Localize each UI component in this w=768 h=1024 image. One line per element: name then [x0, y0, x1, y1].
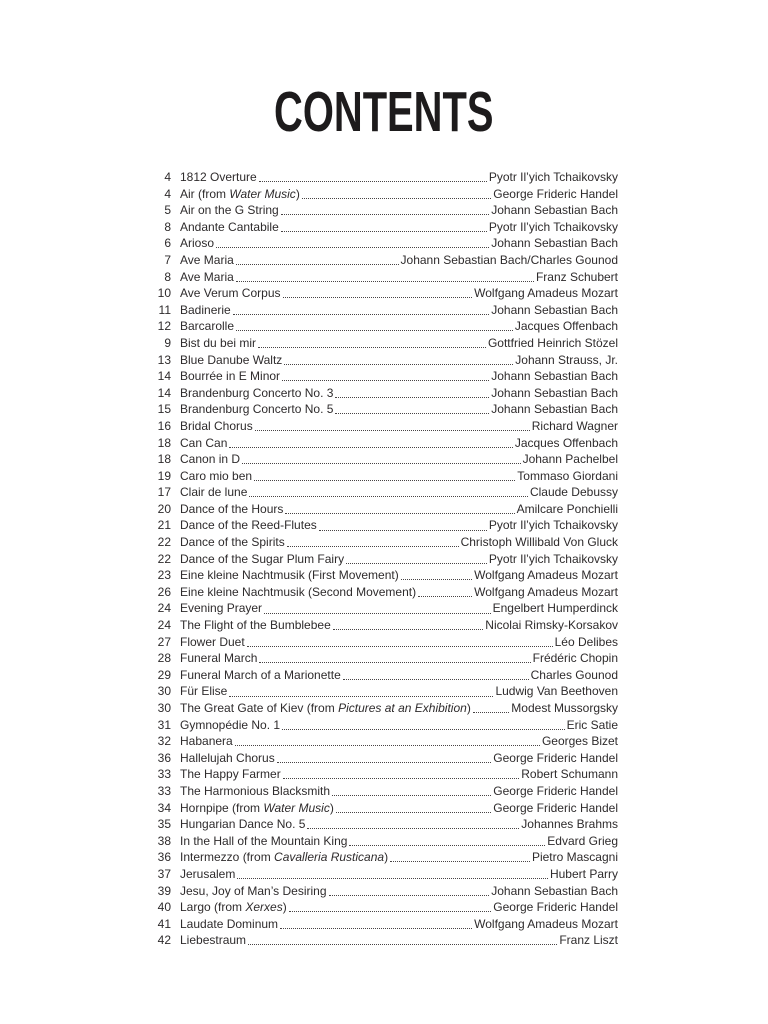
dotted-leader — [281, 214, 490, 215]
toc-entry — [141, 717, 618, 734]
toc-entry — [141, 352, 618, 369]
entry-title-segment: Intermezzo (from — [180, 850, 275, 865]
entry-page-number: 4 — [164, 170, 171, 184]
dotted-leader — [333, 629, 484, 630]
entry-page-number: 14 — [157, 369, 171, 384]
entry-title — [180, 335, 256, 352]
entry-page-number: 30 — [157, 684, 171, 699]
dotted-leader — [285, 513, 514, 514]
entry-composer: Tommaso Giordani — [517, 468, 618, 483]
entry-page-number: 20 — [157, 501, 171, 516]
entry-composer: Jacques Offenbach — [514, 319, 618, 334]
toc-entry — [141, 650, 618, 667]
entry-composer: Ludwig Van Beethoven — [495, 684, 618, 699]
entry-title-segment: Habanera — [180, 734, 233, 749]
entry-composer: Pyotr Il’yich Tchaikovsky — [488, 219, 618, 234]
entry-composer: Johann Strauss, Jr. — [515, 352, 618, 367]
entry-title — [180, 401, 333, 418]
dotted-leader — [229, 447, 512, 448]
entry-page-number: 36 — [157, 850, 171, 865]
entry-composer: Johann Sebastian Bach — [491, 369, 618, 384]
toc-entry — [141, 401, 618, 418]
entry-page-number: 24 — [157, 618, 171, 633]
entry-title-segment: Hallelujah Chorus — [180, 750, 275, 765]
dotted-leader — [258, 347, 486, 348]
entry-title — [180, 484, 247, 501]
entry-page-number: 33 — [157, 767, 171, 782]
entry-composer: Johann Sebastian Bach — [491, 402, 618, 417]
toc-entry — [141, 335, 618, 352]
entry-composer: Wolfgang Amadeus Mozart — [474, 568, 618, 583]
entry-title-segment: Eine kleine Nachtmusik (Second Movement) — [180, 584, 417, 599]
entry-page-number: 11 — [158, 302, 171, 317]
entry-composer: Richard Wagner — [531, 418, 618, 433]
entry-title-segment: Bourrée in E Minor — [180, 369, 281, 384]
entry-composer: Johann Sebastian Bach — [491, 302, 618, 317]
entry-title — [180, 435, 227, 452]
toc-entry — [141, 517, 618, 534]
entry-composer: Wolfgang Amadeus Mozart — [474, 584, 618, 599]
entry-title — [180, 252, 234, 269]
entry-page-number: 14 — [157, 385, 171, 400]
toc-entry — [141, 385, 618, 402]
entry-composer: Léo Delibes — [554, 634, 618, 649]
dotted-leader — [236, 264, 399, 265]
entry-page-number: 42 — [157, 933, 171, 948]
toc-entry — [141, 667, 618, 684]
entry-title-segment: Hornpipe (from — [180, 800, 264, 815]
entry-composer: George Frideric Handel — [493, 800, 618, 815]
toc-entry — [141, 584, 618, 601]
entry-title — [180, 302, 231, 319]
entry-title-segment: Laudate Dominum — [180, 916, 279, 931]
entry-composer: Christoph Willibald Von Gluck — [460, 535, 618, 550]
entry-title — [180, 700, 471, 717]
entry-title-segment: Für Elise — [180, 684, 228, 699]
entry-title — [180, 468, 252, 485]
entry-composer: Claude Debussy — [529, 485, 618, 500]
toc-entry — [141, 435, 618, 452]
entry-title-segment: Barcarolle — [180, 319, 235, 334]
entry-composer: Gottfried Heinrich Stözel — [487, 335, 618, 350]
entry-composer: Edvard Grieg — [547, 833, 618, 848]
dotted-leader — [281, 231, 487, 232]
toc-entry — [141, 700, 618, 717]
entry-title-segment: Hungarian Dance No. 5 — [180, 817, 306, 832]
entry-title-italic-segment: Water Music — [229, 186, 296, 201]
entry-title-segment: Arioso — [180, 236, 215, 251]
dotted-leader — [282, 729, 565, 730]
entry-title-segment: ) — [384, 850, 389, 865]
entry-title-segment: Funeral March of a Marionette — [180, 667, 341, 682]
entry-page-number: 30 — [157, 701, 171, 715]
entry-composer: Johann Sebastian Bach — [491, 236, 618, 251]
toc-entry — [141, 816, 618, 833]
entry-composer: Wolfgang Amadeus Mozart — [474, 286, 618, 301]
entry-title — [180, 932, 246, 949]
dotted-leader — [247, 646, 553, 647]
entry-title-segment: ) — [295, 186, 300, 201]
dotted-leader — [259, 181, 487, 182]
entry-title-segment: 1812 Overture — [180, 170, 257, 184]
toc-entry — [141, 883, 618, 900]
entry-title — [180, 833, 347, 850]
entry-composer: Johann Pachelbel — [522, 452, 618, 467]
entry-composer: Pyotr Il’yich Tchaikovsky — [488, 551, 618, 566]
entry-page-number: 4 — [164, 186, 171, 201]
entry-title-segment: Ave Maria — [180, 252, 234, 267]
entry-page-number: 41 — [157, 916, 171, 931]
entry-title-segment: Dance of the Sugar Plum Fairy — [180, 551, 345, 566]
entry-composer: Johann Sebastian Bach — [491, 883, 618, 898]
entry-composer: George Frideric Handel — [493, 783, 618, 798]
entry-page-number: 22 — [157, 535, 171, 550]
toc-entry — [141, 202, 618, 219]
toc-entry — [141, 567, 618, 584]
entry-composer: Pyotr Il’yich Tchaikovsky — [488, 170, 618, 184]
toc-entry — [141, 368, 618, 385]
entry-page-number: 18 — [157, 452, 171, 467]
entry-title — [180, 418, 253, 435]
entry-title-segment: Badinerie — [180, 302, 231, 317]
toc-entry — [141, 501, 618, 518]
toc-entry — [141, 766, 618, 783]
dotted-leader — [236, 281, 534, 282]
entry-title — [180, 899, 287, 916]
entry-title-italic-segment: Xerxes — [245, 900, 283, 915]
entry-title-segment: Caro mio ben — [180, 468, 253, 483]
dotted-leader — [264, 613, 491, 614]
entry-title-segment: Air on the G String — [180, 203, 279, 218]
dotted-leader — [346, 563, 487, 564]
dotted-leader — [332, 795, 491, 796]
entry-title — [180, 849, 388, 866]
toc-entry — [141, 534, 618, 551]
dotted-leader — [343, 679, 529, 680]
dotted-leader — [335, 397, 489, 398]
toc-entry — [141, 866, 618, 883]
entry-title — [180, 517, 317, 534]
entry-title — [180, 501, 283, 518]
entry-page-number: 17 — [157, 485, 171, 500]
entry-page-number: 34 — [157, 800, 171, 815]
entry-title — [180, 186, 300, 203]
toc-entry — [141, 318, 618, 335]
entry-title-italic-segment: Cavalleria Rusticana — [274, 850, 385, 865]
entry-page-number: 8 — [164, 219, 171, 234]
entry-title — [180, 584, 416, 601]
entry-page-number: 38 — [157, 833, 171, 848]
dotted-leader — [259, 662, 530, 663]
entry-page-number: 16 — [157, 418, 171, 433]
entry-title-segment: Evening Prayer — [180, 601, 263, 616]
toc-entry — [141, 186, 618, 203]
entry-page-number: 36 — [157, 750, 171, 765]
entry-page-number: 10 — [157, 286, 171, 301]
entry-composer: George Frideric Handel — [493, 900, 618, 915]
toc-entry — [141, 451, 618, 468]
page-title: CONTENTS — [274, 80, 494, 144]
toc-entry — [141, 468, 618, 485]
toc-entry — [141, 252, 618, 269]
entry-composer: Wolfgang Amadeus Mozart — [474, 916, 618, 931]
entry-title — [180, 451, 240, 468]
entry-title-segment: Dance of the Reed-Flutes — [180, 518, 317, 533]
entry-page-number: 8 — [164, 269, 171, 284]
entry-title-segment: ) — [282, 900, 287, 915]
toc-entry — [141, 235, 618, 252]
toc-entry — [141, 899, 618, 916]
entry-title — [180, 766, 281, 783]
dotted-leader — [216, 247, 489, 248]
toc-entry — [141, 932, 618, 949]
toc-entry — [141, 600, 618, 617]
entry-title-segment: Clair de lune — [180, 485, 248, 500]
entry-title-segment: Blue Danube Waltz — [180, 352, 283, 367]
entry-title-segment: The Flight of the Bumblebee — [180, 618, 331, 633]
entry-title — [180, 219, 279, 236]
toc-entry — [141, 849, 618, 866]
entry-page-number: 21 — [157, 518, 171, 533]
entry-composer: Frédéric Chopin — [532, 651, 618, 666]
entry-title — [180, 733, 233, 750]
dotted-leader — [254, 480, 515, 481]
entry-title — [180, 683, 227, 700]
dotted-leader — [237, 878, 548, 879]
entry-title — [180, 285, 281, 302]
entry-title — [180, 534, 285, 551]
dotted-leader — [242, 463, 521, 464]
entry-title — [180, 634, 245, 651]
toc-entry — [141, 219, 618, 236]
entry-title — [180, 551, 344, 568]
dotted-leader — [336, 812, 491, 813]
entry-composer: George Frideric Handel — [493, 750, 618, 765]
entry-title-segment: Jerusalem — [180, 866, 236, 881]
entry-title — [180, 235, 214, 252]
entry-title-segment: Liebestraum — [180, 933, 247, 948]
entry-page-number: 15 — [157, 402, 171, 417]
entry-composer: George Frideric Handel — [493, 186, 618, 201]
entry-page-number: 6 — [164, 236, 171, 251]
dotted-leader — [235, 745, 540, 746]
entry-title-segment: Gymnopédie No. 1 — [180, 717, 281, 732]
entry-title — [180, 169, 257, 186]
dotted-leader — [284, 364, 513, 365]
entry-page-number: 28 — [157, 651, 171, 666]
entry-composer: Johannes Brahms — [521, 817, 618, 832]
entry-title-segment: Canon in D — [180, 452, 241, 467]
entry-title-segment: The Great Gate of Kiev (from — [180, 701, 339, 715]
dotted-leader — [233, 314, 490, 315]
dotted-leader — [473, 712, 509, 713]
entry-page-number: 9 — [164, 335, 171, 350]
entry-composer: Modest Mussorgsky — [511, 701, 618, 715]
toc-entry — [141, 285, 618, 302]
entry-title-segment: Ave Maria — [180, 269, 234, 284]
entry-title — [180, 750, 275, 767]
entry-title-segment: ) — [329, 800, 334, 815]
entry-page-number: 12 — [157, 319, 171, 334]
entry-title-segment: Funeral March — [180, 651, 258, 666]
entry-title-segment: Bridal Chorus — [180, 418, 253, 433]
entry-title-segment: The Happy Farmer — [180, 767, 281, 782]
entry-title — [180, 650, 257, 667]
entry-title — [180, 318, 234, 335]
entry-title — [180, 717, 280, 734]
entry-title-segment: Largo (from — [180, 900, 246, 915]
entry-composer: Franz Liszt — [559, 933, 618, 948]
toc-entry — [141, 302, 618, 319]
entry-page-number: 22 — [157, 551, 171, 566]
entry-composer: Hubert Parry — [549, 866, 618, 881]
dotted-leader — [289, 911, 492, 912]
entry-page-number: 27 — [157, 634, 171, 649]
entry-composer: Robert Schumann — [521, 767, 618, 782]
dotted-leader — [418, 596, 472, 597]
entry-title — [180, 352, 282, 369]
entry-page-number: 5 — [164, 203, 171, 218]
dotted-leader — [236, 330, 513, 331]
entry-composer: Johann Sebastian Bach — [491, 203, 618, 218]
entry-page-number: 29 — [157, 667, 171, 682]
entry-composer: Charles Gounod — [530, 667, 618, 682]
dotted-leader — [390, 861, 530, 862]
entry-composer: Pyotr Il’yich Tchaikovsky — [488, 518, 618, 533]
entry-title-segment: Jesu, Joy of Man’s Desiring — [180, 883, 327, 898]
entry-composer: Johann Sebastian Bach/Charles Gounod — [400, 252, 618, 267]
dotted-leader — [280, 928, 472, 929]
toc-entry — [141, 783, 618, 800]
table-of-contents — [141, 169, 618, 949]
entry-title — [180, 866, 235, 883]
entry-page-number: 7 — [164, 252, 171, 267]
dotted-leader — [349, 845, 545, 846]
toc-entry — [141, 916, 618, 933]
toc-entry — [141, 269, 618, 286]
entry-page-number: 23 — [157, 568, 171, 583]
toc-entry — [141, 551, 618, 568]
entry-title — [180, 800, 334, 817]
dotted-leader — [277, 762, 492, 763]
toc-entry — [141, 484, 618, 501]
toc-entry — [141, 800, 618, 817]
entry-composer: Engelbert Humperdinck — [492, 601, 618, 616]
entry-title-segment: Flower Duet — [180, 634, 245, 649]
entry-title — [180, 600, 262, 617]
entry-title — [180, 883, 327, 900]
dotted-leader — [229, 696, 493, 697]
toc-entry — [141, 750, 618, 767]
entry-title — [180, 202, 279, 219]
entry-title-italic-segment: Pictures at an Exhibition — [338, 701, 467, 715]
entry-title — [180, 385, 333, 402]
toc-entry — [141, 833, 618, 850]
entry-composer: Franz Schubert — [535, 269, 618, 284]
entry-title-segment: Air (from — [180, 186, 230, 201]
entry-page-number: 18 — [157, 435, 171, 450]
entry-title — [180, 368, 280, 385]
toc-entry — [141, 634, 618, 651]
entry-composer: Amilcare Ponchielli — [516, 501, 618, 516]
dotted-leader — [283, 778, 520, 779]
dotted-leader — [248, 944, 557, 945]
dotted-leader — [329, 895, 490, 896]
entry-page-number: 37 — [157, 866, 171, 881]
entry-title-segment: Dance of the Spirits — [180, 535, 285, 550]
toc-entry — [141, 683, 618, 700]
entry-title-segment: Eine kleine Nachtmusik (First Movement) — [180, 568, 399, 583]
entry-title-segment: Andante Cantabile — [180, 219, 279, 234]
entry-title-segment: Can Can — [180, 435, 228, 450]
entry-page-number: 39 — [157, 883, 171, 898]
entry-composer: Pietro Mascagni — [531, 850, 618, 865]
entry-title — [180, 667, 341, 684]
entry-title-segment: ) — [466, 701, 471, 715]
dotted-leader — [249, 496, 528, 497]
toc-entry — [141, 733, 618, 750]
entry-composer: Jacques Offenbach — [514, 435, 618, 450]
entry-title-segment: The Harmonious Blacksmith — [180, 783, 331, 798]
dotted-leader — [282, 380, 489, 381]
dotted-leader — [401, 579, 472, 580]
entry-page-number: 24 — [157, 601, 171, 616]
entry-page-number: 35 — [157, 817, 171, 832]
entry-title — [180, 916, 278, 933]
entry-page-number: 33 — [157, 783, 171, 798]
entry-composer: Eric Satie — [566, 717, 618, 732]
entry-page-number: 13 — [157, 352, 171, 367]
entry-title-segment: In the Hall of the Mountain King — [180, 833, 348, 848]
dotted-leader — [335, 413, 489, 414]
entry-title — [180, 783, 330, 800]
dotted-leader — [302, 198, 491, 199]
entry-page-number: 31 — [157, 717, 171, 732]
entry-composer: Nicolai Rimsky-Korsakov — [485, 618, 618, 633]
entry-page-number: 40 — [157, 900, 171, 915]
dotted-leader — [319, 530, 487, 531]
entry-page-number: 19 — [157, 468, 171, 483]
entry-composer: Johann Sebastian Bach — [491, 385, 618, 400]
toc-entry — [141, 617, 618, 634]
dotted-leader — [283, 297, 473, 298]
entry-title — [180, 617, 331, 634]
entry-page-number: 26 — [157, 584, 171, 599]
entry-title-segment: Bist du bei mir — [180, 335, 257, 350]
entry-title-italic-segment: Water Music — [263, 800, 330, 815]
toc-entry — [141, 418, 618, 435]
entry-page-number: 32 — [157, 734, 171, 749]
dotted-leader — [287, 546, 459, 547]
entry-title-segment: Dance of the Hours — [180, 501, 284, 516]
title-container — [0, 80, 768, 144]
dotted-leader — [255, 430, 530, 431]
entry-title-segment: Ave Verum Corpus — [180, 286, 281, 301]
entry-title-segment: Brandenburg Concerto No. 5 — [180, 402, 334, 417]
entry-composer: Georges Bizet — [541, 734, 618, 749]
dotted-leader — [307, 828, 519, 829]
entry-title — [180, 567, 399, 584]
entry-title — [180, 269, 234, 286]
entry-title — [180, 816, 305, 833]
toc-entry — [141, 169, 618, 186]
entry-title-segment: Brandenburg Concerto No. 3 — [180, 385, 334, 400]
